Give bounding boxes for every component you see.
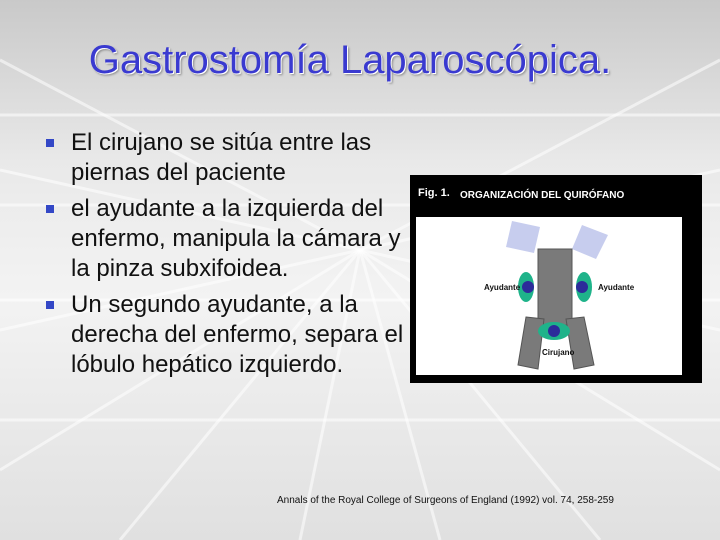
right-assistant-label: Ayudante <box>598 283 635 292</box>
left-assistant-label: Ayudante <box>484 283 521 292</box>
left-assistant-head-icon <box>522 281 534 293</box>
slide-title: Gastrostomía Laparoscópica. <box>88 38 612 82</box>
operating-table-body <box>538 249 572 325</box>
square-bullet-icon <box>46 139 54 147</box>
right-lamp-icon <box>572 225 608 259</box>
left-leg-board <box>518 317 544 369</box>
bullet-list <box>44 128 414 386</box>
square-bullet-icon <box>46 205 54 213</box>
citation: Annals of the Royal College of Surgeons of England (1992) vol. 74, 258-259 <box>277 495 614 506</box>
left-lamp-icon <box>506 221 540 253</box>
right-assistant-head-icon <box>576 281 588 293</box>
bullet-item <box>44 290 414 380</box>
right-leg-board <box>566 317 594 369</box>
figure-title: ORGANIZACIÓN DEL QUIRÓFANO <box>460 190 625 201</box>
bullet-item <box>44 128 414 188</box>
surgeon-head-icon <box>548 325 560 337</box>
operating-room-figure <box>410 175 702 383</box>
bullet-text: el ayudante a la izquierda del enfermo, manipula la cámara y la pinza subxifoidea. <box>71 195 401 282</box>
operating-room-diagram <box>416 217 682 375</box>
bullet-text: Un segundo ayudante, a la derecha del enfermo, separa el lóbulo hepático izquierdo. <box>71 291 404 378</box>
surgeon-label: Cirujano <box>542 348 575 357</box>
figure-diagram-panel <box>416 217 682 375</box>
square-bullet-icon <box>46 301 54 309</box>
bullet-item <box>44 194 414 284</box>
bullet-text: El cirujano se sitúa entre las piernas del paciente <box>71 129 372 186</box>
figure-label: Fig. 1. <box>418 187 450 199</box>
